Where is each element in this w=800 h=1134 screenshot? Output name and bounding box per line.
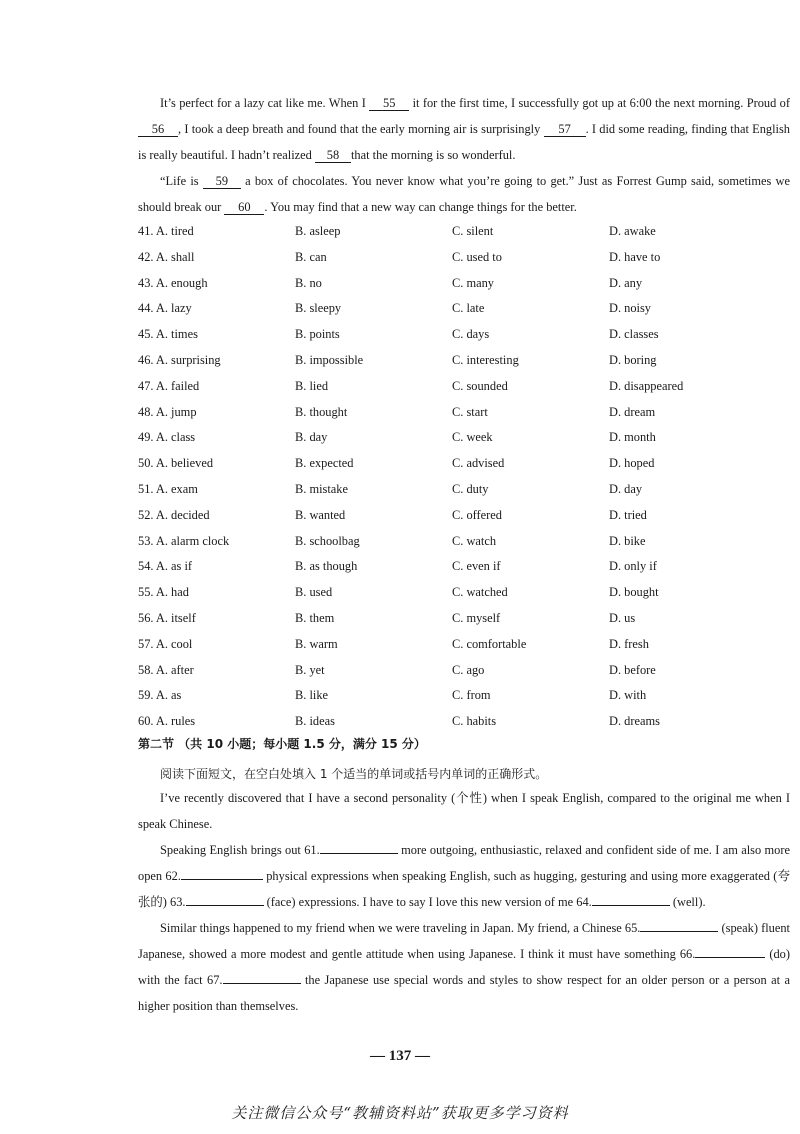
option-c: C. sounded	[452, 378, 508, 393]
fill-blank-65[interactable]	[640, 919, 718, 932]
option-row	[138, 554, 790, 580]
section-heading: 第二节 （共 10 小题；每小题 1.5 分，满分 15 分）	[138, 737, 426, 751]
fill-in-passage	[138, 785, 790, 1019]
option-b: B. mistake	[295, 481, 348, 496]
option-c: C. used to	[452, 249, 502, 264]
option-a: 46. A. surprising	[138, 352, 221, 367]
option-row	[138, 477, 790, 503]
option-row	[138, 400, 790, 426]
option-row	[138, 632, 790, 658]
passage-paragraph-2	[138, 168, 790, 220]
option-d: D. bike	[609, 533, 646, 548]
option-b: B. thought	[295, 404, 348, 419]
option-d: D. fresh	[609, 636, 649, 651]
text-run: more outgoing, enthusiastic, relaxed and confident side of me. I am also more open 62.	[138, 843, 790, 883]
option-a: 49. A. class	[138, 430, 196, 445]
option-a: 43. A. enough	[138, 275, 208, 290]
option-b: B. schoolbag	[295, 533, 360, 548]
fill-blank-61[interactable]	[320, 841, 398, 854]
option-c: C. late	[452, 301, 485, 316]
option-c: C. comfortable	[452, 636, 527, 651]
option-a: 44. A. lazy	[138, 301, 192, 316]
option-d: D. classes	[609, 327, 659, 342]
option-b: B. yet	[295, 662, 325, 677]
fill-blank-66[interactable]	[695, 945, 765, 958]
blank-57: 57	[544, 122, 586, 137]
text-run: “Life is	[160, 174, 203, 188]
option-row	[138, 296, 790, 322]
fill-blank-64[interactable]	[592, 893, 670, 906]
option-b: B. them	[295, 610, 335, 625]
option-b: B. ideas	[295, 714, 335, 729]
option-row	[138, 451, 790, 477]
option-b: B. day	[295, 430, 328, 445]
option-c: C. interesting	[452, 352, 519, 367]
option-a: 53. A. alarm clock	[138, 533, 230, 548]
option-b: B. asleep	[295, 224, 341, 238]
passage-continuation	[138, 90, 790, 220]
option-b: B. can	[295, 249, 327, 264]
option-b: B. points	[295, 327, 340, 342]
option-d: D. disappeared	[609, 378, 684, 393]
option-d: D. us	[609, 610, 636, 625]
option-a: 50. A. believed	[138, 456, 214, 471]
blank-56: 56	[138, 122, 178, 137]
option-d: D. boring	[609, 352, 657, 367]
option-c: C. watch	[452, 533, 497, 548]
option-a: 54. A. as if	[138, 559, 193, 574]
option-row	[138, 709, 790, 735]
option-a: 56. A. itself	[138, 610, 196, 625]
text-run: (do) with the fact 67.	[138, 947, 790, 987]
option-b: B. impossible	[295, 352, 364, 367]
option-row	[138, 658, 790, 684]
option-row	[138, 503, 790, 529]
option-d: D. dream	[609, 404, 656, 419]
option-b: B. sleepy	[295, 301, 342, 316]
option-row	[138, 348, 790, 374]
fill-blank-63[interactable]	[186, 893, 264, 906]
page-number: — 137 —	[370, 1048, 430, 1064]
option-a: 48. A. jump	[138, 404, 197, 419]
option-d: D. dreams	[609, 714, 660, 729]
option-a: 59. A. as	[138, 688, 182, 703]
option-row	[138, 580, 790, 606]
option-row	[138, 271, 790, 297]
option-row	[138, 683, 790, 709]
fill-blank-62[interactable]	[181, 867, 263, 880]
option-d: D. have to	[609, 249, 661, 264]
option-row	[138, 219, 790, 245]
option-c: C. habits	[452, 714, 497, 729]
option-d: D. bought	[609, 585, 659, 600]
option-a: 57. A. cool	[138, 636, 193, 651]
option-b: B. like	[295, 688, 329, 703]
option-a: 60. A. rules	[138, 714, 196, 729]
option-c: C. silent	[452, 224, 494, 238]
option-d: D. with	[609, 688, 647, 703]
option-a: 47. A. failed	[138, 378, 200, 393]
answer-options-list	[138, 219, 790, 735]
blank-60: 60	[224, 200, 264, 215]
option-c: C. duty	[452, 481, 489, 496]
blank-59: 59	[203, 174, 241, 189]
option-c: C. start	[452, 404, 488, 419]
option-d: D. before	[609, 662, 656, 677]
option-a: 58. A. after	[138, 662, 194, 677]
text-run: (face) expressions. I have to say I love this new version of me 64.	[263, 895, 592, 909]
option-c: C. many	[452, 275, 494, 290]
option-b: B. expected	[295, 456, 354, 471]
option-a: 55. A. had	[138, 585, 189, 600]
option-b: B. wanted	[295, 507, 346, 522]
text-run: (speak) fluent Japanese, showed a more modest and gentle attitude when using Japanese. I think it must have something 66.	[138, 921, 790, 961]
option-b: B. used	[295, 585, 333, 600]
option-d: D. tried	[609, 507, 647, 522]
option-d: D. awake	[609, 224, 656, 238]
text-run: Similar things happened to my friend when we were traveling in Japan. My friend, a Chinese 65.	[160, 921, 641, 935]
option-a: 51. A. exam	[138, 481, 198, 496]
option-c: C. days	[452, 327, 490, 342]
text-run: a box of chocolates. You never know what you’re going to get.” Just as Forrest Gump said, sometimes we should break our	[138, 174, 790, 214]
option-row	[138, 374, 790, 400]
fill-paragraph-3	[138, 915, 790, 1019]
option-row	[138, 529, 790, 555]
option-a: 52. A. decided	[138, 507, 210, 522]
text-run: it for the first time, I successfully got up at 6:00 the next morning. Proud of	[409, 96, 790, 110]
option-d: D. noisy	[609, 301, 651, 316]
option-c: C. offered	[452, 507, 503, 522]
passage-paragraph-1	[138, 90, 790, 168]
blank-55: 55	[369, 96, 409, 111]
text-run: Speaking English brings out 61.	[160, 843, 320, 857]
option-b: B. no	[295, 275, 322, 290]
watermark-text: 关注微信公众号“教辅资料站”获取更多学习资料	[231, 1104, 569, 1122]
option-c: C. even if	[452, 559, 501, 574]
option-a: 42. A. shall	[138, 249, 195, 264]
option-c: C. week	[452, 430, 493, 445]
text-run: physical expressions when speaking English, such as hugging, gesturing and using more exaggerated (夸张的) 63.	[138, 869, 791, 909]
option-d: D. day	[609, 481, 643, 496]
option-d: D. hoped	[609, 456, 655, 471]
option-c: C. watched	[452, 585, 508, 600]
text-run: . You may find that a new way can change things for the better.	[264, 200, 577, 214]
option-row	[138, 425, 790, 451]
option-a: 45. A. times	[138, 327, 198, 342]
option-a: 41. A. tired	[138, 224, 194, 238]
fill-paragraph-2	[138, 837, 790, 915]
option-row	[138, 606, 790, 632]
text-run: (well).	[669, 895, 706, 909]
text-run: the Japanese use special words and styles to show respect for an older person or a person at a higher position than themselves.	[138, 973, 790, 1013]
option-b: B. as though	[295, 559, 358, 574]
option-d: D. only if	[609, 559, 657, 574]
option-c: C. ago	[452, 662, 485, 677]
section-instruction: 阅读下面短文，在空白处填入 1 个适当的单词或括号内单词的正确形式。	[160, 767, 548, 781]
option-row	[138, 322, 790, 348]
option-d: D. month	[609, 430, 656, 445]
fill-blank-67[interactable]	[223, 971, 301, 984]
text-run: It’s perfect for a lazy cat like me. When I	[160, 96, 370, 110]
option-c: C. myself	[452, 610, 501, 625]
option-c: C. from	[452, 688, 491, 703]
option-d: D. any	[609, 275, 643, 290]
text-run: , I took a deep breath and found that the early morning air is surprisingly	[178, 122, 544, 136]
option-row	[138, 245, 790, 271]
fill-paragraph-1: I’ve recently discovered that I have a second personality (个性) when I speak English, compared to the original me when I speak Chinese.	[138, 791, 790, 831]
text-run: . I did some reading, finding that English is really beautiful. I hadn’t realized	[138, 122, 790, 162]
text-run: that the morning is so wonderful.	[350, 148, 516, 162]
option-c: C. advised	[452, 456, 505, 471]
option-b: B. lied	[295, 378, 329, 393]
option-b: B. warm	[295, 636, 338, 651]
blank-58: 58	[315, 148, 351, 163]
